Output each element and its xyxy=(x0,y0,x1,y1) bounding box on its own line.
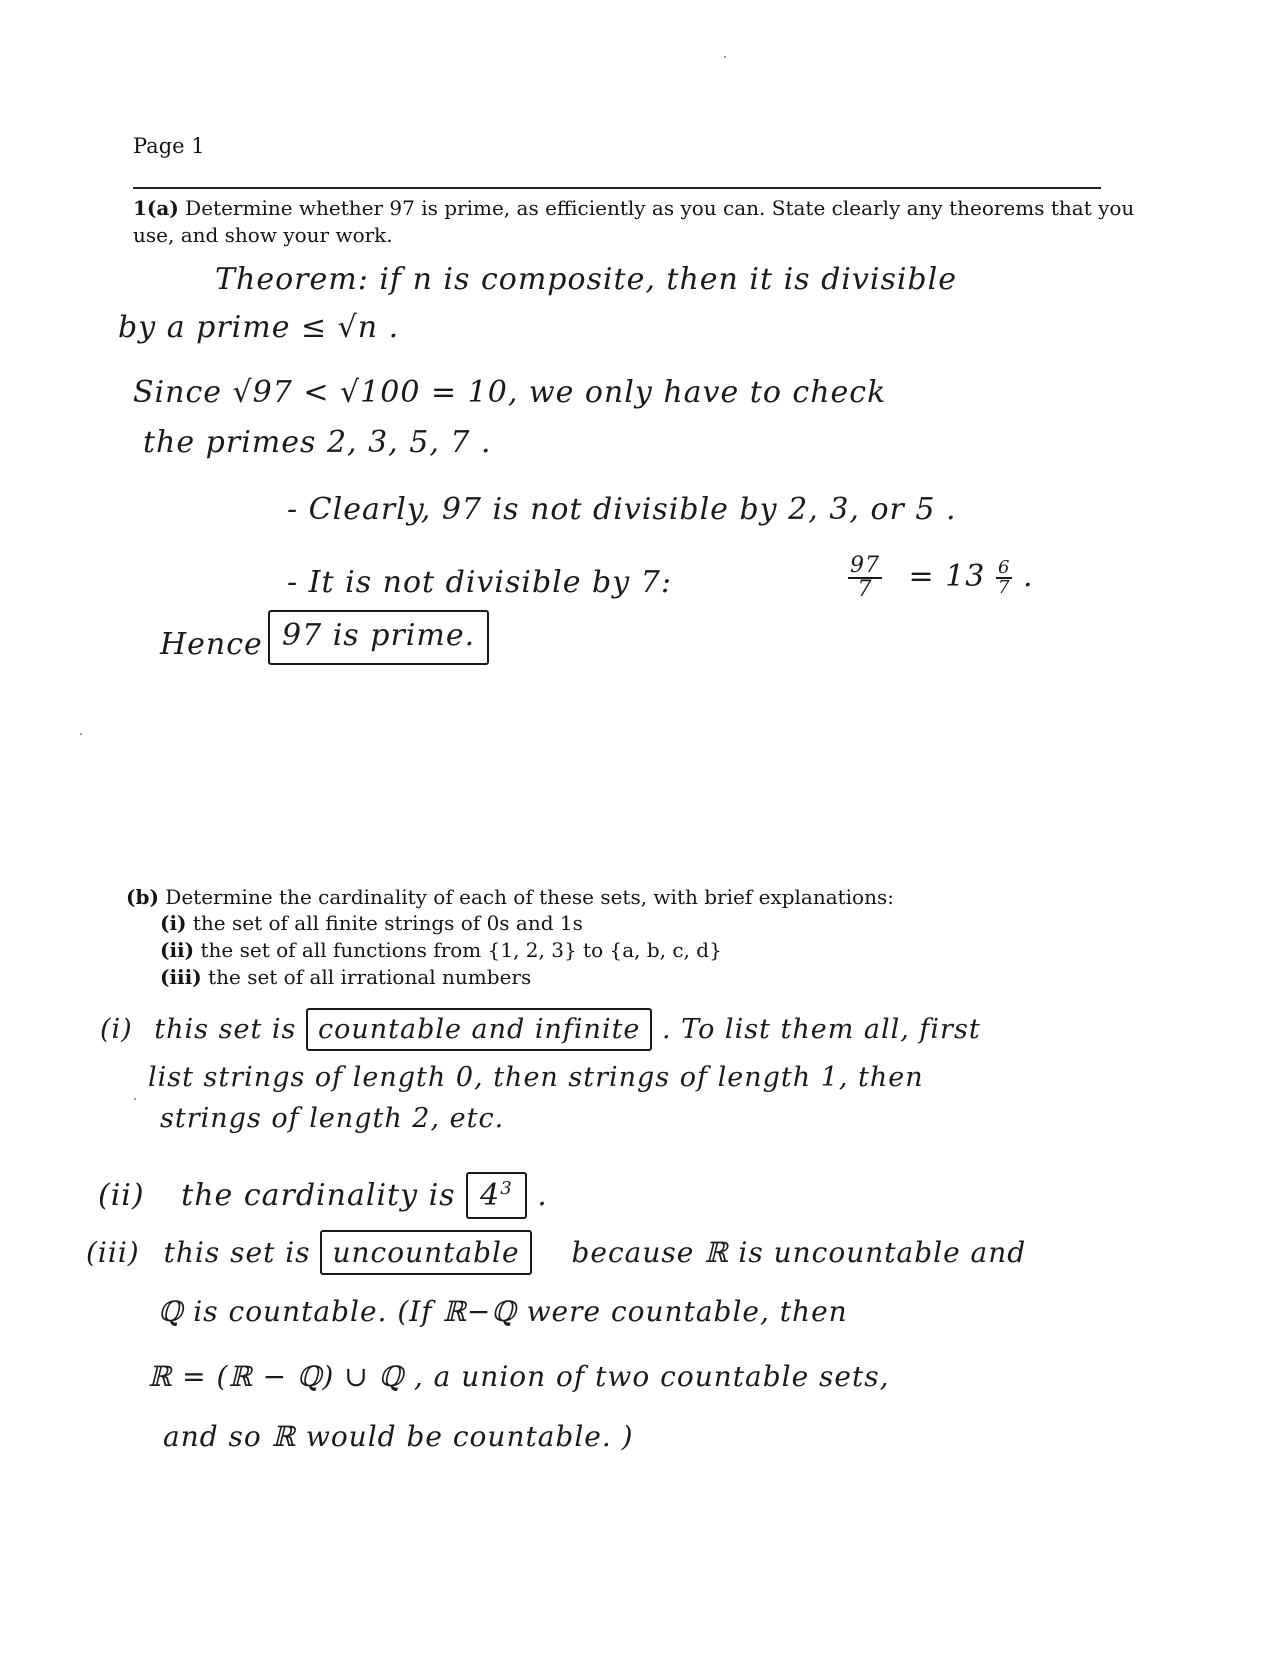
scan-speck xyxy=(724,56,726,58)
answer-1b-iii-line2: ℚ is countable. (If ℝ−ℚ were countable, then xyxy=(158,1295,848,1328)
question-1b-i-label: (i) xyxy=(160,911,187,935)
question-1b xyxy=(126,885,894,909)
answer-1a-division: $\frac{97}{7}$ = 13 $\frac{6}{7}$ . xyxy=(850,553,1034,602)
answer-1a-div7: - It is not divisible by 7: xyxy=(287,565,672,600)
answer-1b-ii-post: . xyxy=(537,1178,548,1213)
page-label: Page 1 xyxy=(133,134,205,158)
answer-1b-i-line1 xyxy=(100,1008,981,1051)
answer-1b-ii-exponent: 3 xyxy=(500,1178,513,1199)
question-1b-ii xyxy=(160,938,722,962)
question-1a-label: 1(a) xyxy=(133,196,179,220)
question-1a-text: Determine whether 97 is prime, as efficiently as you can. State clearly any theorems that you xyxy=(185,196,1135,220)
answer-1b-i-line3: strings of length 2, etc. xyxy=(160,1103,505,1134)
answer-1b-ii-base: 4 xyxy=(480,1178,501,1213)
question-1a-text-2: use, and show your work. xyxy=(133,223,393,247)
answer-1b-iii-line1 xyxy=(86,1230,1026,1275)
question-1b-text: Determine the cardinality of each of these sets, with brief explanations: xyxy=(165,885,894,909)
answer-1b-i-line2: list strings of length 0, then strings of length 1, then xyxy=(148,1062,924,1093)
answer-1b-iii-post: because ℝ is uncountable and xyxy=(571,1236,1027,1269)
question-1b-ii-label: (ii) xyxy=(160,938,195,962)
mixed-fraction xyxy=(996,559,1012,597)
question-1b-i xyxy=(160,911,583,935)
answer-1a-primes: the primes 2, 3, 5, 7 . xyxy=(143,425,492,460)
answer-1b-ii-pre: the cardinality is xyxy=(181,1178,456,1213)
scan-speck xyxy=(134,1098,136,1100)
question-1b-iii-label: (iii) xyxy=(160,965,202,989)
answer-1b-ii-line xyxy=(98,1172,548,1219)
fraction-97-over-7 xyxy=(848,555,882,601)
mixed-denominator: 7 xyxy=(997,577,1011,598)
answer-1b-ii-mark: (ii) xyxy=(98,1178,145,1213)
answer-1a-theorem: Theorem: if n is composite, then it is divisible xyxy=(215,262,957,297)
question-1b-ii-text: the set of all functions from {1, 2, 3} to {a, b, c, d} xyxy=(200,938,722,962)
fraction-numerator: 97 xyxy=(850,553,880,578)
mixed-numerator: 6 xyxy=(997,557,1011,578)
answer-1a-theorem-2: by a prime ≤ √n . xyxy=(118,310,400,345)
answer-1b-iii-line3: ℝ = (ℝ − ℚ) ∪ ℚ , a union of two countable sets, xyxy=(148,1360,890,1393)
scan-speck xyxy=(80,733,82,735)
answer-1b-iii-line4: and so ℝ would be countable. ) xyxy=(163,1420,634,1453)
question-1b-i-text: the set of all finite strings of 0s and 1s xyxy=(192,911,583,935)
question-1b-iii xyxy=(160,965,531,989)
answer-1a-conclusion-box: 97 is prime. xyxy=(268,610,489,665)
division-result: = 13 xyxy=(908,559,986,594)
answer-1b-i-post: . To list them all, first xyxy=(662,1014,981,1045)
fraction-denominator: 7 xyxy=(857,577,873,602)
question-1b-label: (b) xyxy=(126,885,159,909)
answer-1b-iii-mark: (iii) xyxy=(86,1236,140,1269)
header-rule xyxy=(133,187,1101,189)
answer-1a-clearly: - Clearly, 97 is not divisible by 2, 3, or 5 . xyxy=(287,492,957,527)
answer-1b-i-pre: this set is xyxy=(154,1014,297,1045)
question-1b-iii-text: the set of all irrational numbers xyxy=(208,965,532,989)
answer-1a-since: Since √97 < √100 = 10, we only have to check xyxy=(133,375,887,410)
answer-1a-hence: Hence xyxy=(160,627,263,662)
answer-1b-iii-pre: this set is xyxy=(163,1236,311,1269)
answer-1b-i-mark: (i) xyxy=(100,1014,133,1045)
answer-1b-iii-box: uncountable xyxy=(320,1230,531,1275)
answer-1b-ii-box xyxy=(466,1172,527,1219)
question-1a xyxy=(133,196,1134,220)
answer-1b-i-box: countable and infinite xyxy=(306,1008,652,1051)
